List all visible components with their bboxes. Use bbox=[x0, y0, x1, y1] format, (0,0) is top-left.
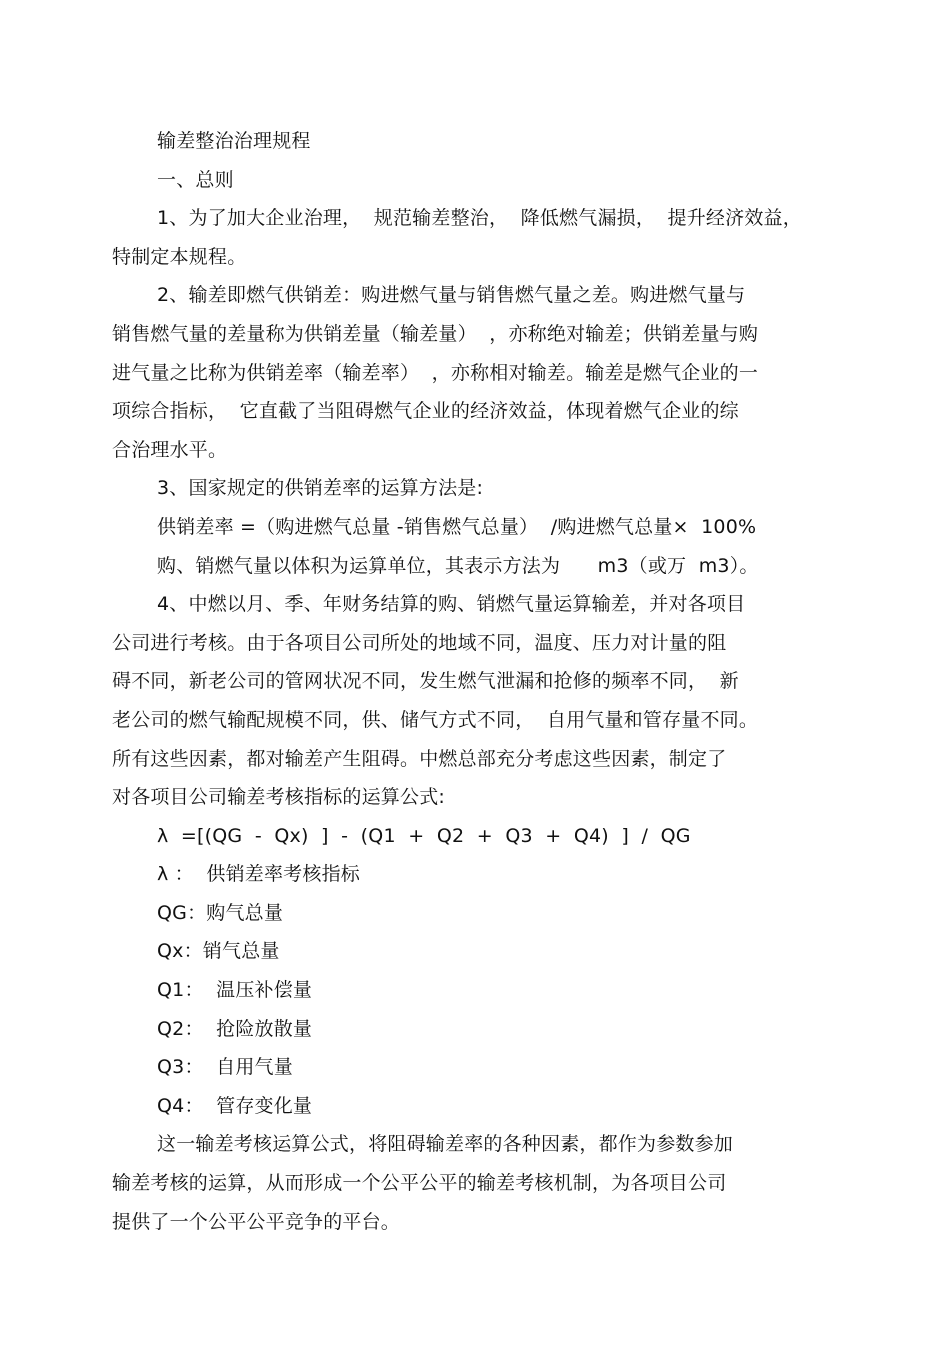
text-line: 进气量之比称为供销差率（输差率） ，亦称相对输差。输差是燃气企业的一 bbox=[112, 361, 759, 384]
document-text-block bbox=[112, 122, 832, 1241]
text-line: Q2： 抢险放散量 bbox=[157, 1017, 313, 1040]
text-line: 这一输差考核运算公式，将阻碍输差率的各种因素，都作为参数参加 bbox=[157, 1133, 734, 1156]
text-line: 合治理水平。 bbox=[112, 438, 228, 461]
text-line: 3、国家规定的供销差率的运算方法是: bbox=[157, 477, 484, 500]
text-line: 老公司的燃气输配规模不同，供、储气方式不同， 自用气量和管存量不同。 bbox=[112, 708, 759, 731]
text-line: 项综合指标， 它直截了当阻碍燃气企业的经济效益，体现着燃气企业的综 bbox=[112, 400, 739, 423]
text-line: λ =[(QG - Qx) ] - (Q1 + Q2 + Q3 + Q4) ] / QG bbox=[157, 824, 691, 847]
text-line: 碍不同，新老公司的管网状况不同，发生燃气泄漏和抢修的频率不同， 新 bbox=[112, 670, 739, 693]
text-line: Qx：销气总量 bbox=[157, 940, 280, 963]
text-line: 供销差率 =（购进燃气总量 -销售燃气总量） /购进燃气总量× 100% bbox=[157, 515, 757, 538]
text-line: 1、为了加大企业治理， 规范输差整治， 降低燃气漏损， 提升经济效益， bbox=[157, 207, 802, 230]
text-line: 输差考核的运算，从而形成一个公平公平的输差考核机制，为各项目公司 bbox=[112, 1172, 727, 1195]
text-line: 一、总则 bbox=[157, 168, 234, 191]
text-line: QG：购气总量 bbox=[157, 901, 284, 924]
text-line: 公司进行考核。由于各项目公司所处的地域不同，温度、压力对计量的阻 bbox=[112, 631, 727, 654]
text-line: Q4： 管存变化量 bbox=[157, 1094, 313, 1117]
text-line: 4、中燃以月、季、年财务结算的购、销燃气量运算输差，并对各项目 bbox=[157, 593, 746, 616]
text-line: Q1： 温压补偿量 bbox=[157, 979, 313, 1002]
text-line: 提供了一个公平公平竞争的平台。 bbox=[112, 1210, 401, 1233]
text-line: 对各项目公司输差考核指标的运算公式: bbox=[112, 786, 446, 809]
text-line: Q3： 自用气量 bbox=[157, 1056, 293, 1079]
text-line: 输差整治治理规程 bbox=[157, 130, 311, 152]
text-line: 购、销燃气量以体积为运算单位，其表示方法为 m3（或万 m3）。 bbox=[157, 554, 759, 577]
text-line: 特制定本规程。 bbox=[112, 245, 247, 268]
text-line: 所有这些因素，都对输差产生阻碍。中燃总部充分考虑这些因素，制定了 bbox=[112, 747, 727, 770]
text-line: 销售燃气量的差量称为供销差量（输差量） ，亦称绝对输差；供销差量与购 bbox=[112, 322, 759, 345]
text-line: λ ： 供销差率考核指标 bbox=[157, 863, 360, 886]
text-line: 2、输差即燃气供销差：购进燃气量与销售燃气量之差。购进燃气量与 bbox=[157, 284, 746, 307]
